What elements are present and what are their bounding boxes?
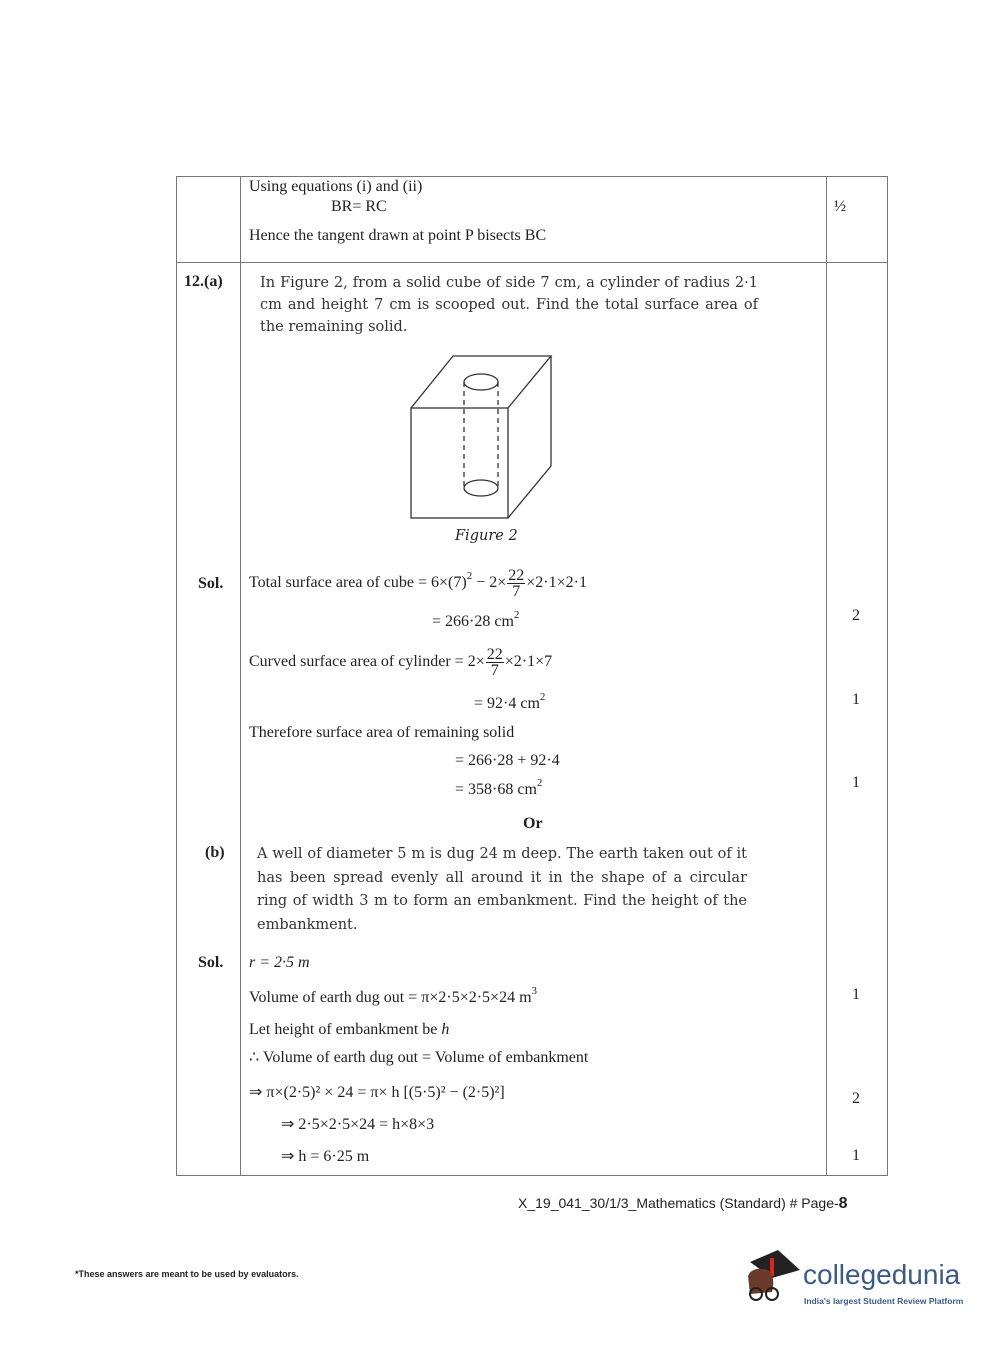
mascot-icon (742, 1248, 802, 1312)
evaluator-note: *These answers are meant to be used by evaluators. (75, 1269, 299, 1279)
prev-line-3: Hence the tangent drawn at point P bisects BC (249, 227, 547, 244)
collegedunia-logo (742, 1248, 972, 1318)
mark-5: 2 (852, 1090, 860, 1107)
sum-line: = 266·28 + 92·4 (455, 752, 560, 769)
equation-step-2: ⇒ 2·5×2·5×24 = h×8×3 (281, 1116, 435, 1133)
figure-caption: Figure 2 (455, 528, 518, 544)
brand-name: collegedunia (803, 1259, 961, 1290)
solution-label-a: Sol. (198, 575, 224, 592)
cube-area-result: = 266·28 $cm^2$ (432, 609, 520, 630)
question-12b-text: A well of diameter 5 m is dug 24 m deep. The earth taken out of it has been spread evenly all around it in the shape of a circular ring of width 3 m to form an embankment. Find the height of the embankment. (257, 846, 747, 933)
question-12a-text: In Figure 2, from a solid cube of side 7 cm, a cylinder of radius 2·1 cm and height 7 cm is scooped out. Find the total surface area of the remaining solid. (260, 275, 758, 335)
volume-line: Volume of earth dug out = π×2·5×2·5×24 $m^3$ (249, 985, 538, 1006)
prev-line-1: Using equations (i) and (ii) (249, 178, 423, 195)
radius-line: r = 2·5 m (249, 954, 310, 971)
cylinder-area-result: = 92·4 $cm^2$ (474, 691, 546, 712)
final-result-a: = 358·68 $cm^2$ (455, 777, 543, 798)
mark-half: ½ (834, 198, 846, 215)
equation-statement: ∴ Volume of earth dug out = Volume of embankment (249, 1049, 589, 1066)
equation-step-1: ⇒ π×(2·5)² × 24 = π× h [(5·5)² − (2·5)²] (249, 1084, 505, 1101)
cube-cylinder-figure (405, 350, 555, 522)
mark-4: 1 (852, 986, 860, 1003)
question-number-12b: (b) (205, 844, 225, 861)
prev-line-2: BR= RC (331, 198, 387, 215)
height-line: Let height of embankment be h (249, 1021, 450, 1038)
solution-label-b: Sol. (198, 954, 224, 971)
mark-2: 1 (852, 691, 860, 708)
page-reference: X_19_041_30/1/3_Mathematics (Standard) # Page-8 (518, 1195, 848, 1212)
brand-tagline: India's largest Student Review Platform (804, 1296, 964, 1306)
mark-3: 1 (852, 774, 860, 791)
mark-6: 1 (852, 1147, 860, 1164)
remaining-solid-line: Therefore surface area of remaining solid (249, 724, 515, 741)
equation-result: ⇒ h = 6·25 m (281, 1148, 370, 1165)
mark-1: 2 (852, 607, 860, 624)
or-label: Or (523, 815, 543, 832)
question-number-12a: 12.(a) (184, 273, 223, 290)
cube-area-line: Total surface area of cube = $6\times(7)^2 - 2\times$ $\frac{22}{7}$ ×2·1×2·1 (249, 566, 587, 600)
cylinder-area-line: Curved surface area of cylinder = 2× $\frac{22}{7}$ ×2·1×7 (249, 645, 553, 679)
